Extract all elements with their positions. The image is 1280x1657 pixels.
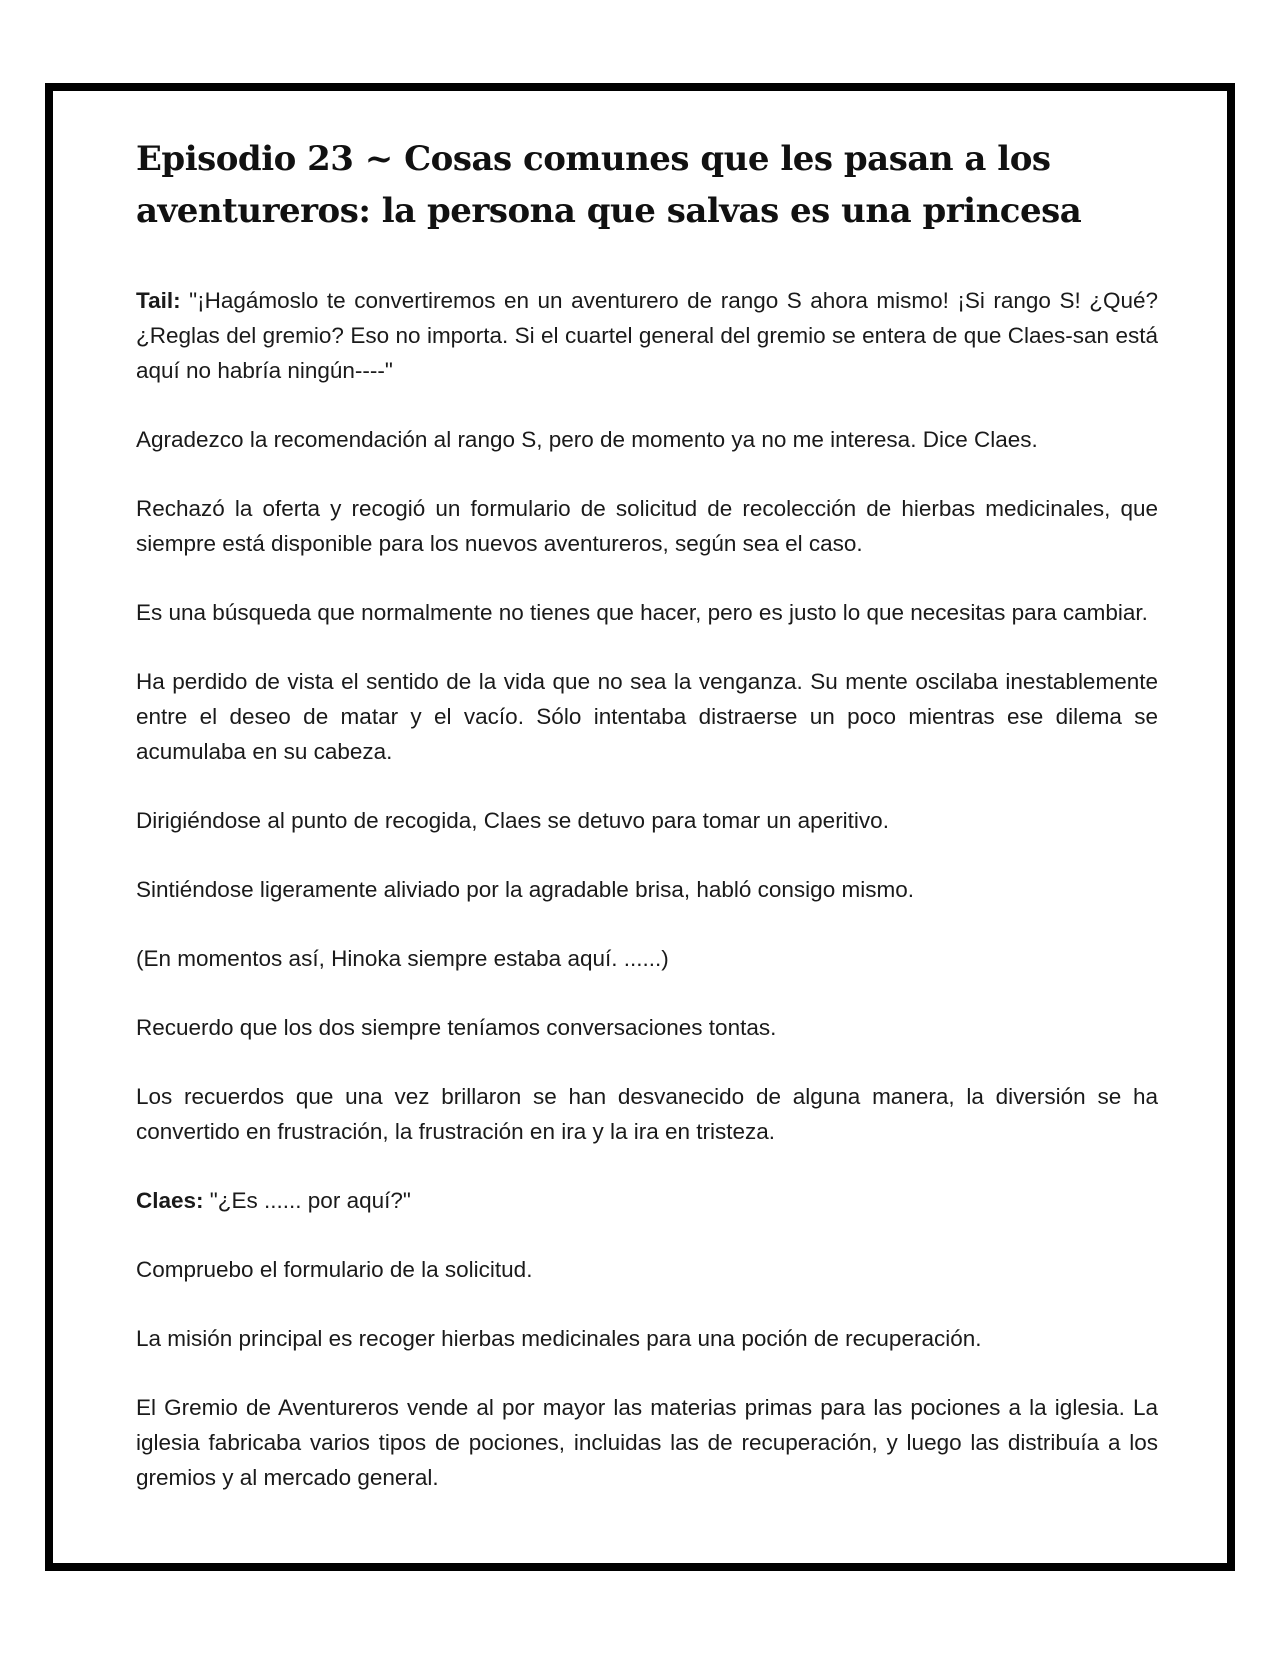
paragraph: Rechazó la oferta y recogió un formulario de solicitud de recolección de hierbas medicinales, que siempre está disponible para los nuevos aventureros, según sea el caso. <box>136 496 1158 556</box>
page-frame <box>45 83 1235 1571</box>
paragraph: Agradezco la recomendación al rango S, pero de momento ya no me interesa. Dice Claes. <box>136 427 1038 452</box>
paragraph: El Gremio de Aventureros vende al por mayor las materias primas para las pociones a la iglesia. La iglesia fabricaba varios tipos de pociones, incluidas las de recuperación, y luego las distribuía a los gremios y al mercado general. <box>136 1395 1158 1490</box>
paragraph: (En momentos así, Hinoka siempre estaba aquí. ......) <box>136 946 669 971</box>
paragraph: Sintiéndose ligeramente aliviado por la agradable brisa, habló consigo mismo. <box>136 877 914 902</box>
paragraph: Ha perdido de vista el sentido de la vida que no sea la venganza. Su mente oscilaba inestablemente entre el deseo de matar y el vacío. Sólo intentaba distraerse un poco mientras ese dilema se acumulaba en su cabeza. <box>136 669 1158 764</box>
paragraph: Recuerdo que los dos siempre teníamos conversaciones tontas. <box>136 1015 777 1040</box>
dialogue-text: "¡Hagámoslo te convertiremos en un aventurero de rango S ahora mismo! ¡Si rango S! ¿Qué? ¿Reglas del gremio? Eso no importa. Si el cuartel general del gremio se entera de que Claes-san está aquí no habría ningún----" <box>136 288 1158 383</box>
paragraph: Compruebo el formulario de la solicitud. <box>136 1257 533 1282</box>
episode-title: Episodio 23 ~ Cosas comunes que les pasan a los aventureros: la persona que salvas es una princesa <box>136 139 1082 231</box>
episode-body <box>136 283 1158 1529</box>
paragraph <box>136 1183 1158 1218</box>
paragraph: Los recuerdos que una vez brillaron se han desvanecido de alguna manera, la diversión se ha convertido en frustración, la frustración en ira y la ira en tristeza. <box>136 1084 1158 1144</box>
speaker-label: Claes: <box>136 1188 204 1213</box>
paragraph <box>136 283 1158 388</box>
dialogue-text: "¿Es ...... por aquí?" <box>203 1188 411 1213</box>
paragraph: Dirigiéndose al punto de recogida, Claes se detuvo para tomar un aperitivo. <box>136 808 889 833</box>
speaker-label: Tail: <box>136 288 181 313</box>
paragraph: Es una búsqueda que normalmente no tienes que hacer, pero es justo lo que necesitas para cambiar. <box>136 600 1148 625</box>
paragraph: La misión principal es recoger hierbas medicinales para una poción de recuperación. <box>136 1326 982 1351</box>
